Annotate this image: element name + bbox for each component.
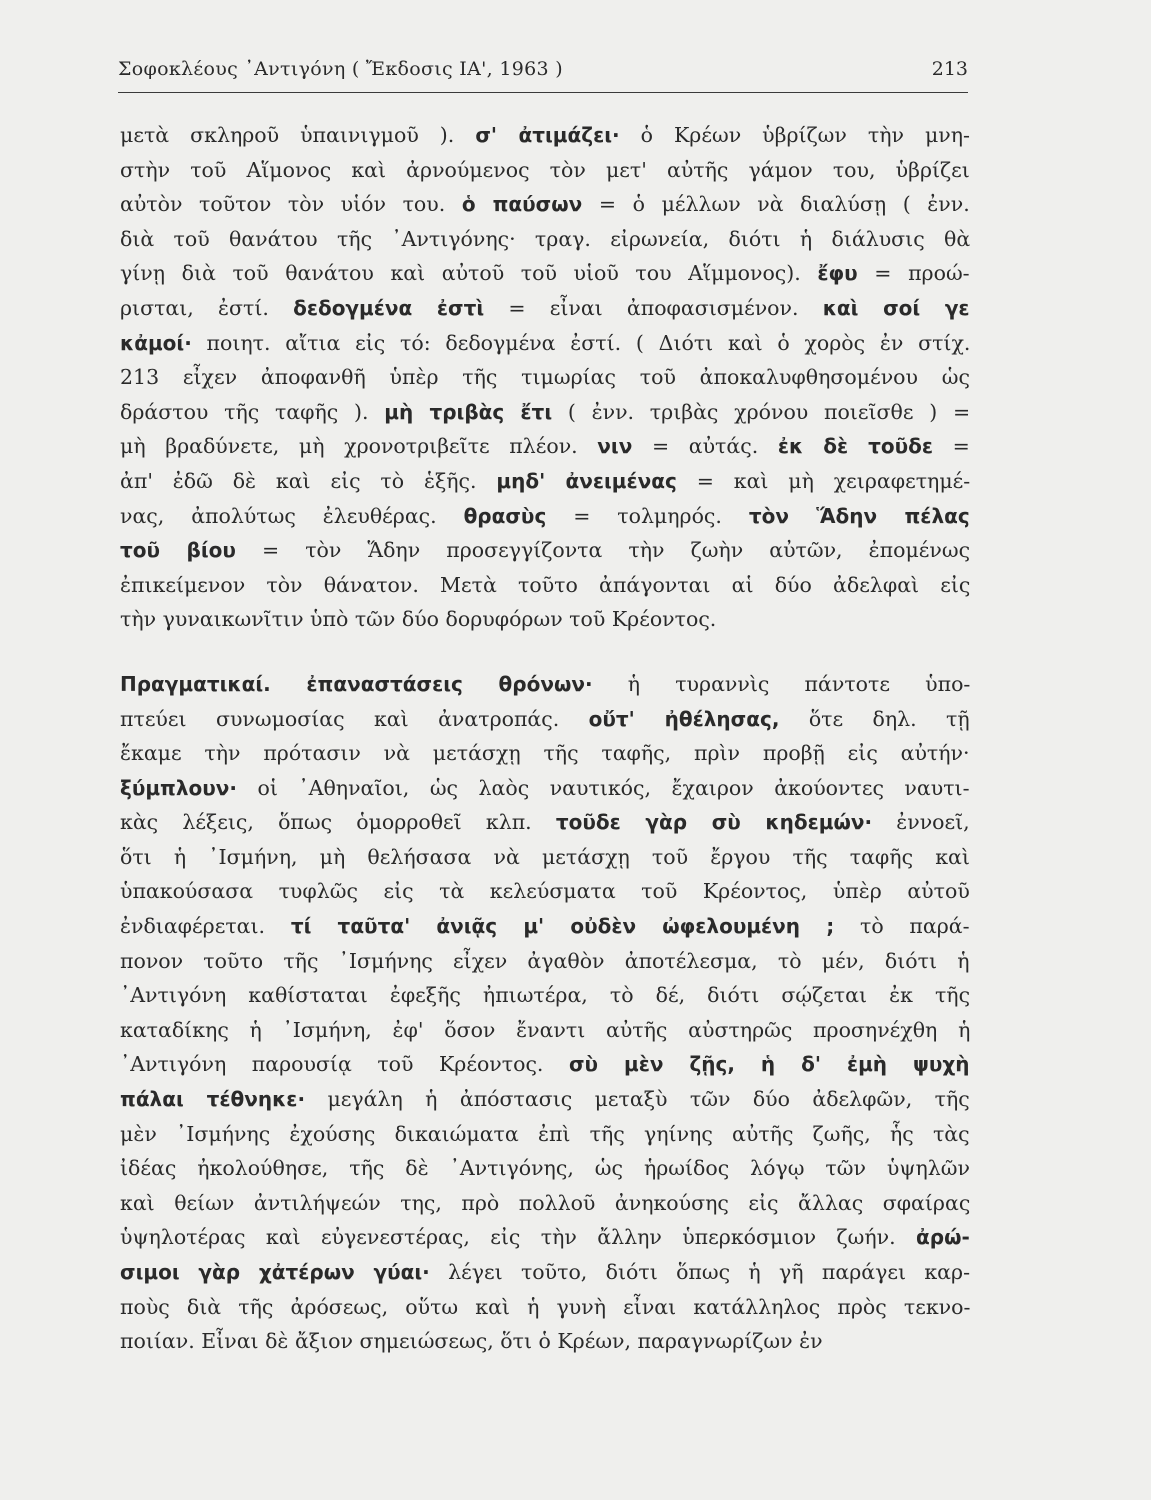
text-line bbox=[120, 1220, 970, 1255]
gloss-text: = αὐτάς. bbox=[632, 434, 778, 459]
gloss-text: ὅτι ἡ ᾽Ισμήνη, μὴ θελήσασα νὰ μετάσχῃ τοῦ ἔργου τῆς ταφῆς καὶ bbox=[120, 844, 970, 869]
lemma-term: κἀμοί· bbox=[120, 330, 192, 355]
text-line bbox=[120, 1082, 970, 1117]
lemma-term: ὁ παύσων bbox=[461, 192, 583, 217]
text-line bbox=[120, 1047, 970, 1082]
text-line bbox=[120, 533, 970, 568]
text-line bbox=[120, 568, 970, 603]
gloss-text: ποὺς διὰ τῆς ἀρόσεως, οὕτω καὶ ἡ γυνὴ εἶναι κατάλληλος πρὸς τεκνο- bbox=[120, 1294, 970, 1319]
text-line bbox=[120, 395, 970, 430]
gloss-text: ἔκαμε τὴν πρότασιν νὰ μετάσχῃ τῆς ταφῆς, πρὶν προβῇ εἰς αὐτήν· bbox=[120, 741, 970, 766]
lemma-term: τί ταῦτα' ἀνιᾷς μ' οὐδὲν ὠφελουμένη ; bbox=[290, 914, 835, 939]
lemma-term: μὴ τριβὰς ἔτι bbox=[384, 399, 553, 424]
page-number: 213 bbox=[931, 58, 968, 80]
gloss-text: ἐνδιαφέρεται. bbox=[120, 914, 291, 939]
text-line bbox=[120, 326, 970, 361]
gloss-text: ποιητ. αἴτια εἰς τό: δεδογμένα ἐστί. ( Διότι καὶ ὁ χορὸς ἐν στίχ. bbox=[191, 330, 970, 355]
text-line bbox=[120, 909, 970, 944]
lemma-term: ἀρώ- bbox=[916, 1225, 970, 1250]
lemma-term: σιμοι γὰρ χἀτέρων γύαι· bbox=[120, 1260, 430, 1284]
text-line bbox=[120, 736, 970, 771]
running-title: Σοφοκλέους ᾽Αντιγόνη ( Ἔκδοσις ΙΑ', 1963 ) bbox=[118, 58, 563, 80]
lemma-term: Πραγματικαί. ἐπαναστάσεις θρόνων· bbox=[120, 671, 593, 696]
text-line bbox=[120, 771, 970, 806]
lemma-term: πάλαι τέθνηκε· bbox=[120, 1087, 306, 1112]
gloss-text: διὰ τοῦ θανάτου τῆς ᾽Αντιγόνης· τραγ. εἰρωνεία, διότι ἡ διάλυσις θὰ bbox=[120, 226, 970, 251]
text-line bbox=[120, 840, 970, 875]
text-line bbox=[120, 153, 970, 188]
gloss-text: μετὰ σκληροῦ ὑπαινιγμοῦ ). bbox=[120, 123, 476, 147]
text-line bbox=[120, 118, 970, 153]
gloss-text: = ὁ μέλλων νὰ διαλύσῃ ( ἐνν. bbox=[582, 192, 970, 217]
gloss-text: λέγει τοῦτο, διότι ὅπως ἡ γῆ παράγει καρ- bbox=[429, 1260, 970, 1284]
gloss-text: μὲν ᾽Ισμήνης ἐχούσης δικαιώματα ἐπὶ τῆς γηίνης αὐτῆς ζωῆς, ἧς τὰς bbox=[120, 1121, 970, 1146]
text-line bbox=[120, 291, 970, 326]
text-line bbox=[120, 464, 970, 499]
lemma-term: τοῦδε γὰρ σὺ κηδεμών· bbox=[555, 810, 873, 835]
text-line bbox=[120, 602, 970, 637]
gloss-text: καὶ θείων ἀντιλήψεών της, πρὸ πολλοῦ ἀνηκούσης εἰς ἄλλας σφαίρας bbox=[120, 1190, 970, 1215]
gloss-text: οἱ ᾽Αθηναῖοι, ὡς λαὸς ναυτικός, ἔχαιρον ἀκούοντες ναυτι- bbox=[236, 775, 970, 800]
text-line bbox=[120, 187, 970, 222]
text-line bbox=[120, 429, 970, 464]
text-line bbox=[120, 874, 970, 909]
text-line bbox=[120, 1255, 970, 1290]
text-line bbox=[120, 1324, 970, 1359]
gloss-text: = τὸν Ἅδην προσεγγίζοντα τὴν ζωὴν αὐτῶν, ἐπομένως bbox=[235, 538, 970, 563]
lemma-term: καὶ σοί γε bbox=[822, 295, 970, 320]
lemma-term: σ' ἀτιμάζει· bbox=[475, 123, 620, 147]
text-line bbox=[120, 360, 970, 395]
lemma-term: ἐκ δὲ τοῦδε bbox=[777, 434, 934, 459]
gloss-text: νας, ἀπολύτως ἐλευθέρας. bbox=[120, 503, 464, 528]
gloss-text: ( ἐνν. τριβὰς χρόνου ποιεῖσθε ) = bbox=[552, 399, 970, 424]
lemma-term: οὔτ' ἠθέλησας, bbox=[588, 706, 780, 731]
gloss-text: ὁ Κρέων ὑβρίζων τὴν μνη- bbox=[619, 123, 970, 147]
gloss-text: γίνῃ διὰ τοῦ θανάτου καὶ αὐτοῦ τοῦ υἱοῦ του Αἵμμονος). bbox=[120, 261, 818, 286]
lemma-term: δεδογμένα ἐστὶ bbox=[293, 295, 485, 320]
lemma-term: ξύμπλουν· bbox=[120, 775, 237, 800]
gloss-text: καταδίκης ἡ ᾽Ισμήνη, ἐφ' ὅσον ἔναντι αὐτῆς αὐστηρῶς προσηνέχθη ἡ bbox=[120, 1017, 970, 1042]
text-line bbox=[120, 667, 970, 702]
lemma-term: τοῦ βίου bbox=[120, 538, 236, 563]
gloss-text: ἀπ' ἐδῶ δὲ καὶ εἰς τὸ ἑξῆς. bbox=[120, 468, 497, 493]
text-line bbox=[120, 222, 970, 257]
text-line bbox=[120, 944, 970, 979]
commentary-body bbox=[120, 118, 970, 1359]
gloss-text: κὰς λέξεις, ὅπως ὁμορροθεῖ κλπ. bbox=[120, 810, 556, 835]
lemma-term: τὸν Ἅδην πέλας bbox=[748, 503, 970, 528]
gloss-text: = τολμηρός. bbox=[546, 503, 749, 528]
gloss-text: δράστου τῆς ταφῆς ). bbox=[120, 399, 385, 424]
gloss-text: ὑψηλοτέρας καὶ εὐγενεστέρας, εἰς τὴν ἄλλην ὑπερκόσμιον ζωήν. bbox=[120, 1225, 917, 1250]
gloss-text: ᾽Αντιγόνη καθίσταται ἐφεξῆς ἠπιωτέρα, τὸ δέ, διότι σῴζεται ἐκ τῆς bbox=[120, 983, 970, 1008]
gloss-text: ἰδέας ἠκολούθησε, τῆς δὲ ᾽Αντιγόνης, ὡς ἡρωίδος λόγῳ τῶν ὑψηλῶν bbox=[120, 1156, 970, 1181]
text-line bbox=[120, 1186, 970, 1221]
gloss-text: τὸ παρά- bbox=[834, 914, 970, 939]
gloss-text: = καὶ μὴ χειραφετημέ- bbox=[676, 468, 970, 493]
lemma-term: θρασὺς bbox=[463, 503, 547, 528]
gloss-text: μὴ βραδύνετε, μὴ χρονοτριβεῖτε πλέον. bbox=[120, 434, 598, 459]
text-line bbox=[120, 1117, 970, 1152]
gloss-text: ᾽Αντιγόνη παρουσίᾳ τοῦ Κρέοντος. bbox=[120, 1052, 569, 1077]
gloss-text: ρισται, ἐστί. bbox=[120, 295, 294, 320]
gloss-text: 213 εἶχεν ἀποφανθῆ ὑπὲρ τῆς τιμωρίας τοῦ ἀποκαλυφθησομένου ὡς bbox=[120, 365, 970, 390]
gloss-text: ὅτε δηλ. τῇ bbox=[779, 706, 970, 731]
running-header bbox=[118, 56, 968, 93]
text-line bbox=[120, 1013, 970, 1048]
gloss-text: ἐπικείμενον τὸν θάνατον. Μετὰ τοῦτο ἀπάγονται αἱ δύο ἀδελφαὶ εἰς bbox=[120, 572, 970, 597]
text-line bbox=[120, 499, 970, 534]
gloss-text: = προώ- bbox=[857, 261, 970, 286]
gloss-text: στὴν τοῦ Αἵμονος καὶ ἀρνούμενος τὸν μετ' αὐτῆς γάμον του, ὑβρίζει bbox=[120, 157, 970, 182]
gloss-text: ὑπακούσασα τυφλῶς εἰς τὰ κελεύσματα τοῦ Κρέοντος, ὑπὲρ αὐτοῦ bbox=[120, 879, 970, 904]
text-line bbox=[120, 805, 970, 840]
text-line bbox=[120, 978, 970, 1013]
gloss-text: ποιίαν. Εἶναι δὲ ἄξιον σημειώσεως, ὅτι ὁ Κρέων, παραγνωρίζων ἐν bbox=[120, 1329, 823, 1354]
paragraph bbox=[120, 667, 970, 1359]
text-line bbox=[120, 1151, 970, 1186]
gloss-text: πτεύει συνωμοσίας καὶ ἀνατροπάς. bbox=[120, 706, 589, 731]
gloss-text: αὐτὸν τοῦτον τὸν υἱόν του. bbox=[120, 192, 462, 217]
text-line bbox=[120, 1290, 970, 1325]
lemma-term: σὺ μὲν ζῇς, ἡ δ' ἐμὴ ψυχὴ bbox=[568, 1052, 970, 1077]
lemma-term: μηδ' ἀνειμένας bbox=[496, 468, 677, 493]
gloss-text: ἐννοεῖ, bbox=[872, 810, 970, 835]
text-line bbox=[120, 256, 970, 291]
gloss-text: τὴν γυναικωνῖτιν ὑπὸ τῶν δύο δορυφόρων τοῦ Κρέοντος. bbox=[120, 607, 717, 632]
gloss-text: ἡ τυραννὶς πάντοτε ὑπο- bbox=[592, 671, 970, 696]
lemma-term: ἔφυ bbox=[817, 261, 858, 286]
gloss-text: πονον τοῦτο τῆς ᾽Ισμήνης εἶχεν ἀγαθὸν ἀποτέλεσμα, τὸ μέν, διότι ἡ bbox=[120, 948, 970, 973]
lemma-term: νιν bbox=[597, 434, 633, 459]
gloss-text: = bbox=[933, 434, 970, 459]
text-line bbox=[120, 702, 970, 737]
paragraph bbox=[120, 118, 970, 637]
gloss-text: = εἶναι ἀποφασισμένον. bbox=[484, 295, 823, 320]
gloss-text: μεγάλη ἡ ἀπόστασις μεταξὺ τῶν δύο ἀδελφῶν, τῆς bbox=[305, 1087, 970, 1112]
